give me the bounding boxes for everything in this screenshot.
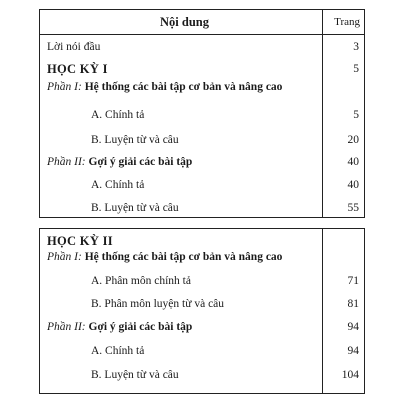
toc-page: 5 — [353, 109, 359, 121]
toc-row-item — [40, 366, 366, 384]
part-title: Gợi ý giải các bài tập — [88, 321, 193, 333]
toc-page: 71 — [347, 275, 359, 287]
part-title: Hệ thống các bài tập cơ bản và nâng cao — [84, 81, 283, 93]
toc-page: 40 — [347, 179, 359, 191]
toc-title: A. Chính tả — [91, 345, 145, 357]
toc-row-part-2 — [40, 318, 366, 336]
part-heading — [47, 78, 282, 96]
part-label: Phần I: — [47, 81, 82, 93]
toc-row-item — [40, 199, 366, 217]
toc-page: 5 — [353, 63, 359, 75]
toc-row-item — [40, 131, 366, 149]
toc-title: B. Luyện từ và câu — [91, 369, 179, 381]
part-title: Gợi ý giải các bài tập — [88, 156, 193, 168]
toc-table-semester-1 — [39, 9, 365, 218]
part-heading — [47, 248, 282, 266]
toc-row-item — [40, 272, 366, 290]
part-title: Hệ thống các bài tập cơ bản và nâng cao — [84, 251, 283, 263]
toc-row-part-2 — [40, 153, 366, 171]
header-row — [40, 13, 366, 31]
toc-title: A. Chính tả — [91, 179, 145, 191]
semester-heading: HỌC KỲ II — [47, 234, 113, 248]
toc-row-part-1 — [40, 78, 366, 96]
toc-title: B. Luyện từ và câu — [91, 134, 179, 146]
part-heading — [47, 318, 192, 336]
header-page-label: Trang — [334, 16, 360, 28]
toc-page: 94 — [347, 345, 359, 357]
toc-row-item — [40, 342, 366, 360]
toc-title: A. Phân môn chính tả — [91, 275, 191, 287]
part-label: Phần I: — [47, 251, 82, 263]
toc-title: A. Chính tả — [91, 109, 145, 121]
toc-page: 40 — [347, 156, 359, 168]
part-heading — [47, 153, 192, 171]
toc-page: 94 — [347, 321, 359, 333]
toc-page: 104 — [341, 369, 359, 381]
toc-row-semester-1 — [40, 60, 366, 78]
toc-row-item — [40, 176, 366, 194]
toc-row-item — [40, 106, 366, 124]
toc-title: B. Phân môn luyện từ và câu — [91, 298, 225, 310]
header-content-label: Nội dung — [160, 15, 209, 29]
semester-heading: HỌC KỲ I — [47, 62, 108, 76]
part-label: Phần II: — [47, 156, 86, 168]
toc-title: B. Luyện từ và câu — [91, 202, 179, 214]
part-label: Phần II: — [47, 321, 86, 333]
toc-row-part-1 — [40, 248, 366, 266]
toc-table-semester-2 — [39, 228, 365, 394]
toc-page: 3 — [353, 41, 359, 53]
toc-page: 81 — [347, 298, 359, 310]
toc-title: Lời nói đầu — [47, 41, 101, 53]
toc-page: 20 — [347, 134, 359, 146]
toc-row-item — [40, 295, 366, 313]
header-divider — [40, 34, 364, 35]
toc-row-preface — [40, 38, 366, 56]
toc-page: 55 — [347, 202, 359, 214]
